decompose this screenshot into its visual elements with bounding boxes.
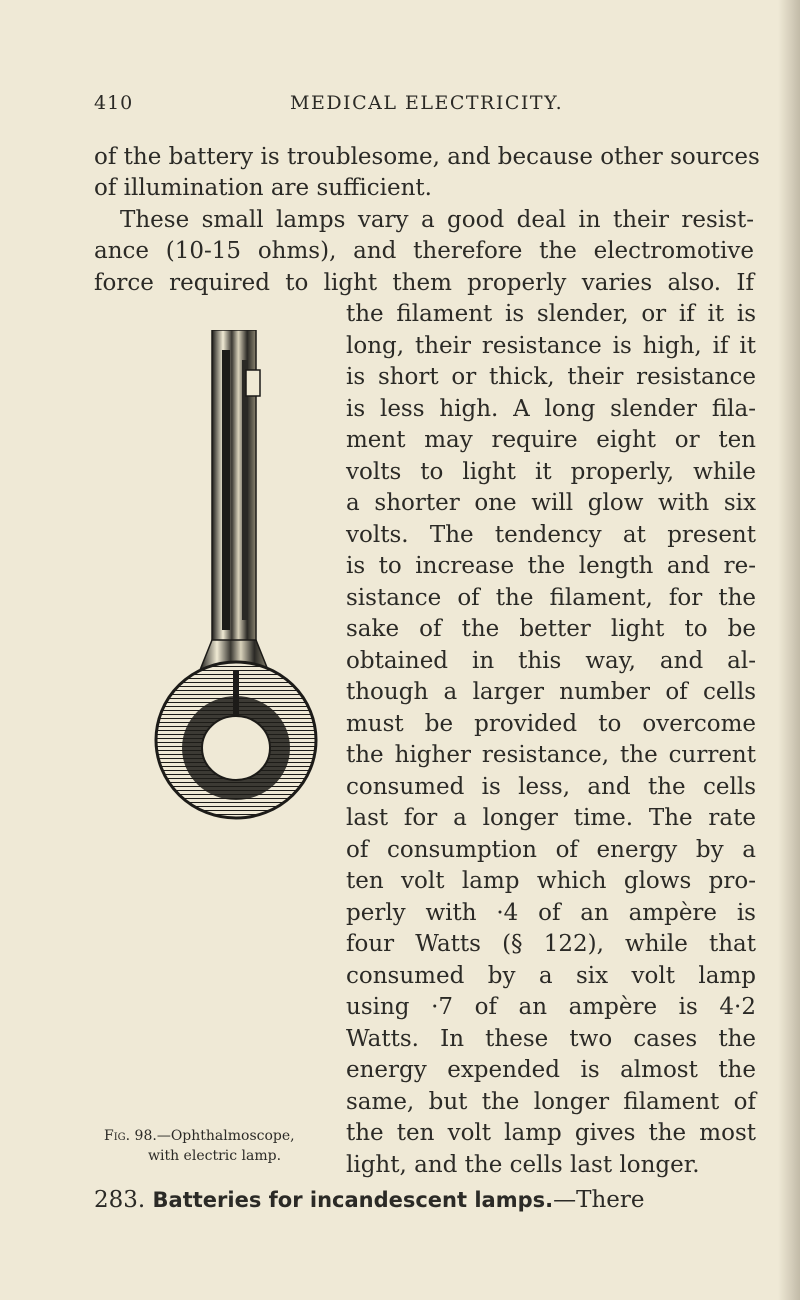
mirror-lens bbox=[202, 716, 270, 780]
text-line: force required to light them properly varies also. If bbox=[94, 270, 754, 296]
text-line: consumed is less, and the cells bbox=[346, 774, 756, 800]
section-text: —There bbox=[553, 1187, 645, 1213]
text-line: a shorter one will glow with six bbox=[346, 490, 756, 516]
text-line: consumed by a six volt lamp bbox=[346, 963, 756, 989]
text-line: ment may require eight or ten bbox=[346, 427, 756, 453]
section-heading: Batteries for incandescent lamps. bbox=[152, 1188, 554, 1212]
figure-label: Fig. 98. bbox=[104, 1128, 157, 1144]
figure-caption bbox=[104, 1128, 295, 1144]
ophthalmoscope-illustration bbox=[150, 330, 330, 820]
text-line: sistance of the filament, for the bbox=[346, 585, 756, 611]
page-number: 410 bbox=[94, 92, 134, 114]
text-line: the ten volt lamp gives the most bbox=[346, 1120, 756, 1146]
text-line: light, and the cells last longer. bbox=[346, 1152, 700, 1178]
text-line: the filament is slender, or if it is bbox=[346, 301, 756, 327]
text-line: ten volt lamp which glows pro- bbox=[346, 868, 756, 894]
text-line: of the battery is troublesome, and because other sources bbox=[94, 144, 760, 170]
text-line: is short or thick, their resistance bbox=[346, 364, 756, 390]
figure-caption-text: —Ophthalmoscope, bbox=[156, 1128, 295, 1144]
text-line: obtained in this way, and al- bbox=[346, 648, 756, 674]
text-line: four Watts (§ 122), while that bbox=[346, 931, 756, 957]
text-line: ance (10-15 ohms), and therefore the electromotive bbox=[94, 238, 754, 264]
text-line: volts. The tendency at present bbox=[346, 522, 756, 548]
text-line: of consumption of energy by a bbox=[346, 837, 756, 863]
text-line: These small lamps vary a good deal in their resist- bbox=[120, 207, 754, 233]
text-line: Watts. In these two cases the bbox=[346, 1026, 756, 1052]
handle-groove-2 bbox=[242, 360, 248, 620]
text-line: must be provided to overcome bbox=[346, 711, 756, 737]
text-line: using ·7 of an ampère is 4·2 bbox=[346, 994, 756, 1020]
text-line: of illumination are sufficient. bbox=[94, 175, 432, 201]
running-head-title: MEDICAL ELECTRICITY. bbox=[290, 92, 564, 114]
text-line: last for a longer time. The rate bbox=[346, 805, 756, 831]
section-line bbox=[94, 1185, 756, 1216]
text-line: though a larger number of cells bbox=[346, 679, 756, 705]
handle-groove bbox=[222, 350, 230, 630]
text-line: volts to light it properly, while bbox=[346, 459, 756, 485]
text-line: is to increase the length and re- bbox=[346, 553, 756, 579]
switch-knob bbox=[246, 370, 260, 396]
text-line: same, but the longer filament of bbox=[346, 1089, 756, 1115]
text-line: sake of the better light to be bbox=[346, 616, 756, 642]
text-line: the higher resistance, the current bbox=[346, 742, 756, 768]
text-line: energy expended is almost the bbox=[346, 1057, 756, 1083]
text-line: is less high. A long slender fila- bbox=[346, 396, 756, 422]
text-line: perly with ·4 of an ampère is bbox=[346, 900, 756, 926]
figure-caption-line2: with electric lamp. bbox=[148, 1148, 282, 1164]
text-line: long, their resistance is high, if it bbox=[346, 333, 756, 359]
page-edge-shadow bbox=[778, 0, 800, 1300]
section-number: 283. bbox=[94, 1187, 146, 1213]
